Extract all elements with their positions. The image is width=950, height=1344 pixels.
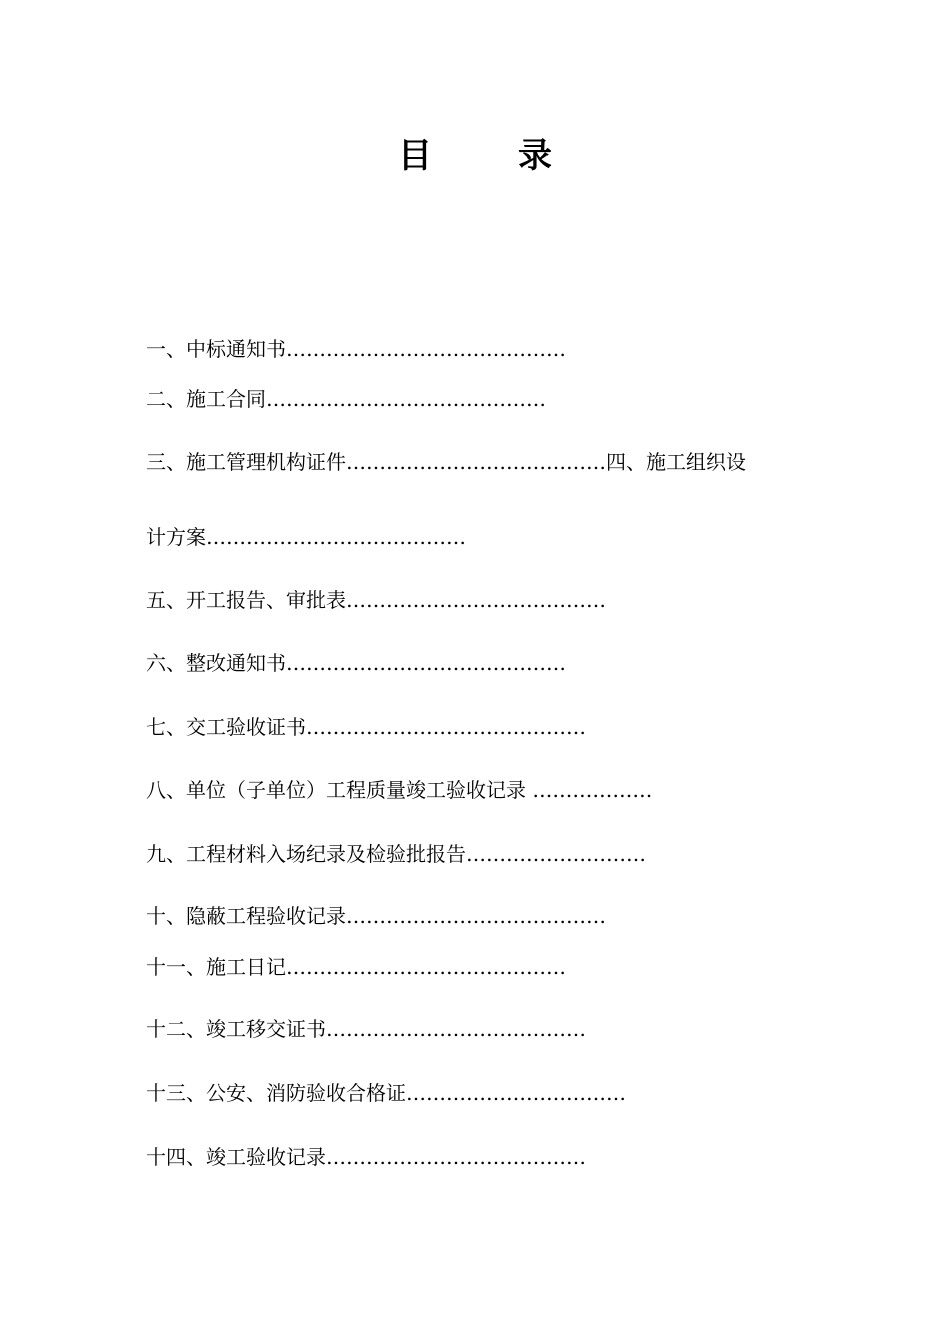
toc-entry-8: 八、单位（子单位）工程质量竣工验收记录 ……………… (146, 778, 653, 802)
toc-entry-14: 十四、竣工验收记录………………………………… (146, 1145, 586, 1169)
toc-entry-6: 六、整改通知书…………………………………… (146, 651, 566, 675)
title-char-2: 录 (518, 136, 552, 176)
toc-entry-12: 十二、竣工移交证书………………………………… (146, 1017, 586, 1041)
toc-entry-7: 七、交工验收证书…………………………………… (146, 715, 586, 739)
page-title (0, 128, 950, 177)
toc-entry-1: 一、中标通知书…………………………………… (146, 337, 566, 361)
toc-entry-9: 九、工程材料入场纪录及检验批报告……………………… (146, 842, 646, 866)
toc-entry-2: 二、施工合同…………………………………… (146, 387, 546, 411)
toc-entry-10: 十、隐蔽工程验收记录………………………………… (146, 904, 606, 928)
toc-entry-3: 三、施工管理机构证件…………………………………四、施工组织设 (146, 450, 746, 474)
title-char-1: 目 (398, 136, 432, 176)
toc-entry-3-cont: 计方案………………………………… (146, 525, 466, 549)
toc-entry-13: 十三、公安、消防验收合格证…………………………… (146, 1081, 626, 1105)
toc-entry-5: 五、开工报告、审批表………………………………… (146, 588, 606, 612)
toc-entry-11: 十一、施工日记…………………………………… (146, 955, 566, 979)
